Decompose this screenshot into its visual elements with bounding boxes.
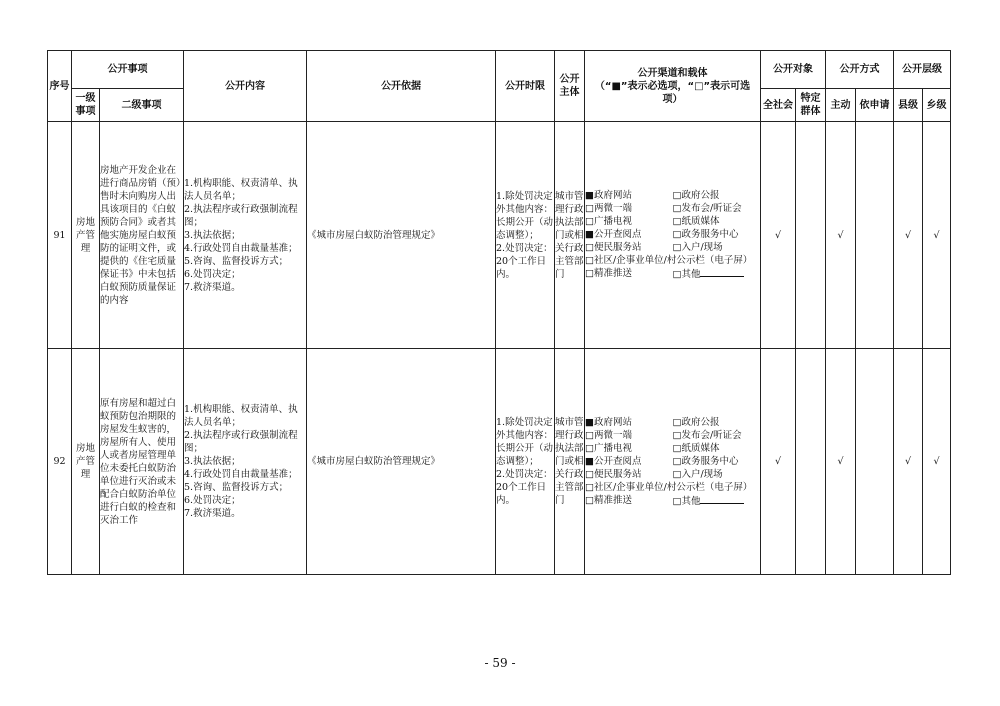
header-seq: 序号 xyxy=(48,51,72,122)
channel-option: □两微一端 xyxy=(585,429,632,441)
row-level-county: √ xyxy=(894,122,923,349)
row-target-specific xyxy=(796,122,826,349)
header-channel xyxy=(585,51,761,122)
content-line: 5.咨询、监督投诉方式； xyxy=(184,482,289,493)
disclosure-table xyxy=(47,50,951,575)
row-mode-request xyxy=(856,349,894,575)
header-mode: 公开方式 xyxy=(826,51,894,89)
row-time-limit xyxy=(496,122,555,349)
channel-option: ■公开查阅点 xyxy=(585,455,642,467)
row-level2: 房地产开发企业在进行商品房销（预）售时未向购房人出具该项目的《白蚁预防合同》或者其他实施房屋白蚁预防的证明文件，或提供的《住宅质量保证书》中未包括白蚁预防质量保证的内容 xyxy=(100,122,184,349)
time-limit-line: 2.处罚决定：20个工作日内。 xyxy=(496,469,553,506)
channel-option-other: □其他 xyxy=(673,494,761,508)
row-content xyxy=(184,122,307,349)
row-level-town: √ xyxy=(923,122,951,349)
time-limit-line: 2.处罚决定：20个工作日内。 xyxy=(496,242,553,280)
blank-line xyxy=(700,267,744,277)
content-line: 7.救济渠道。 xyxy=(184,281,241,293)
header-level1: 一级事项 xyxy=(72,89,100,122)
row-level1: 房地产管理 xyxy=(72,349,100,575)
content-line: 2.执法程序或行政强制流程图； xyxy=(184,430,298,454)
channel-option: □社区/企事业单位/村公示栏（电子屏） xyxy=(585,481,753,493)
channel-option: □广播电视 xyxy=(585,442,632,454)
row-target-all: √ xyxy=(761,349,796,575)
content-line: 6.处罚决定； xyxy=(184,268,241,280)
row-target-all: √ xyxy=(761,122,796,349)
row-subject: 城市管理行政执法部门或相关行政主管部门 xyxy=(555,349,585,575)
time-limit-line: 1.除处罚决定外其他内容：长期公开（动态调整）； xyxy=(496,190,554,241)
page-number: - 59 - xyxy=(484,656,516,670)
content-line: 2.执法程序或行政强制流程图； xyxy=(184,203,298,228)
row-time-limit xyxy=(496,349,555,575)
channel-option: □政务服务中心 xyxy=(672,455,739,467)
row-level-town: √ xyxy=(923,349,951,575)
channel-option: ■公开查阅点 xyxy=(585,229,642,240)
content-line: 3.执法依据； xyxy=(184,456,241,467)
table-row xyxy=(48,349,951,575)
channel-option: □政府公报 xyxy=(672,190,720,201)
row-mode-active: √ xyxy=(826,122,856,349)
time-limit-line: 1.除处罚决定外其他内容：长期公开（动态调整）； xyxy=(496,417,554,467)
channel-option: □两微一端 xyxy=(585,203,632,214)
row-seq: 92 xyxy=(48,349,72,575)
content-line: 1.机构职能、权责清单、执法人员名单； xyxy=(184,177,298,202)
row-seq: 91 xyxy=(48,122,72,349)
header-channel-title: 公开渠道和载体 xyxy=(637,67,708,79)
row-level2: 原有房屋和超过白蚁预防包治期限的房屋发生蚁害的，房屋所有人、使用人或者房屋管理单位未委托白蚁防治单位进行灭治或未配合白蚁防治单位进行白蚁的检查和灭治工作 xyxy=(100,349,184,575)
content-line: 6.处罚决定； xyxy=(184,495,241,506)
header-matter: 公开事项 xyxy=(72,51,184,89)
header-target-all: 全社会 xyxy=(761,89,796,122)
channel-option: ■政府网站 xyxy=(585,190,632,201)
content-line: 4.行政处罚自由裁量基准； xyxy=(184,242,298,254)
content-line: 4.行政处罚自由裁量基准； xyxy=(184,469,298,480)
row-basis: 《城市房屋白蚁防治管理规定》 xyxy=(307,122,496,349)
header-level: 公开层级 xyxy=(894,51,951,89)
header-target: 公开对象 xyxy=(761,51,826,89)
content-line: 3.执法依据； xyxy=(184,229,241,241)
channel-option: □广播电视 xyxy=(585,216,632,227)
row-mode-request xyxy=(856,122,894,349)
content-line: 5.咨询、监督投诉方式； xyxy=(184,255,289,267)
blank-line xyxy=(700,494,744,504)
row-level-county: √ xyxy=(894,349,923,575)
header-subject: 公开主体 xyxy=(555,51,585,122)
header-mode-request: 依申请 xyxy=(856,89,894,122)
header-channel-note: （“■”表示必选项，“□”表示可选项） xyxy=(594,80,751,105)
content-line: 1.机构职能、权责清单、执法人员名单； xyxy=(184,404,298,428)
row-mode-active: √ xyxy=(826,349,856,575)
channel-option: □发布会/听证会 xyxy=(672,429,742,441)
row-content xyxy=(184,349,307,575)
row-basis: 《城市房屋白蚁防治管理规定》 xyxy=(307,349,496,575)
row-subject: 城市管理行政执法部门或相关行政主管部门 xyxy=(555,122,585,349)
channel-option: □入户/现场 xyxy=(672,468,723,480)
channel-option: □社区/企事业单位/村公示栏（电子屏） xyxy=(585,255,753,266)
row-channels xyxy=(585,122,761,349)
row-channels xyxy=(585,349,761,575)
channel-option: □发布会/听证会 xyxy=(672,203,742,214)
row-level1: 房地产管理 xyxy=(72,122,100,349)
header-mode-active: 主动 xyxy=(826,89,856,122)
channel-option: □便民服务站 xyxy=(585,468,642,480)
table-row xyxy=(48,122,951,349)
channel-option: □精准推送 xyxy=(585,494,632,506)
header-basis: 公开依据 xyxy=(307,51,496,122)
row-target-specific xyxy=(796,349,826,575)
channel-option: □入户/现场 xyxy=(672,242,723,253)
channel-option: □精准推送 xyxy=(585,268,632,279)
header-content: 公开内容 xyxy=(184,51,307,122)
header-level-town: 乡级 xyxy=(923,89,951,122)
content-line: 7.救济渠道。 xyxy=(184,508,241,519)
header-time-limit: 公开时限 xyxy=(496,51,555,122)
header-target-specific: 特定群体 xyxy=(796,89,826,122)
channel-option-other: □其他 xyxy=(673,267,761,281)
channel-option: □政府公报 xyxy=(672,416,720,428)
header-level2: 二级事项 xyxy=(100,89,184,122)
channel-option: ■政府网站 xyxy=(585,416,632,428)
channel-option: □纸质媒体 xyxy=(672,442,720,454)
channel-option: □便民服务站 xyxy=(585,242,642,253)
header-level-county: 县级 xyxy=(894,89,923,122)
channel-option: □纸质媒体 xyxy=(672,216,720,227)
channel-option: □政务服务中心 xyxy=(672,229,739,240)
